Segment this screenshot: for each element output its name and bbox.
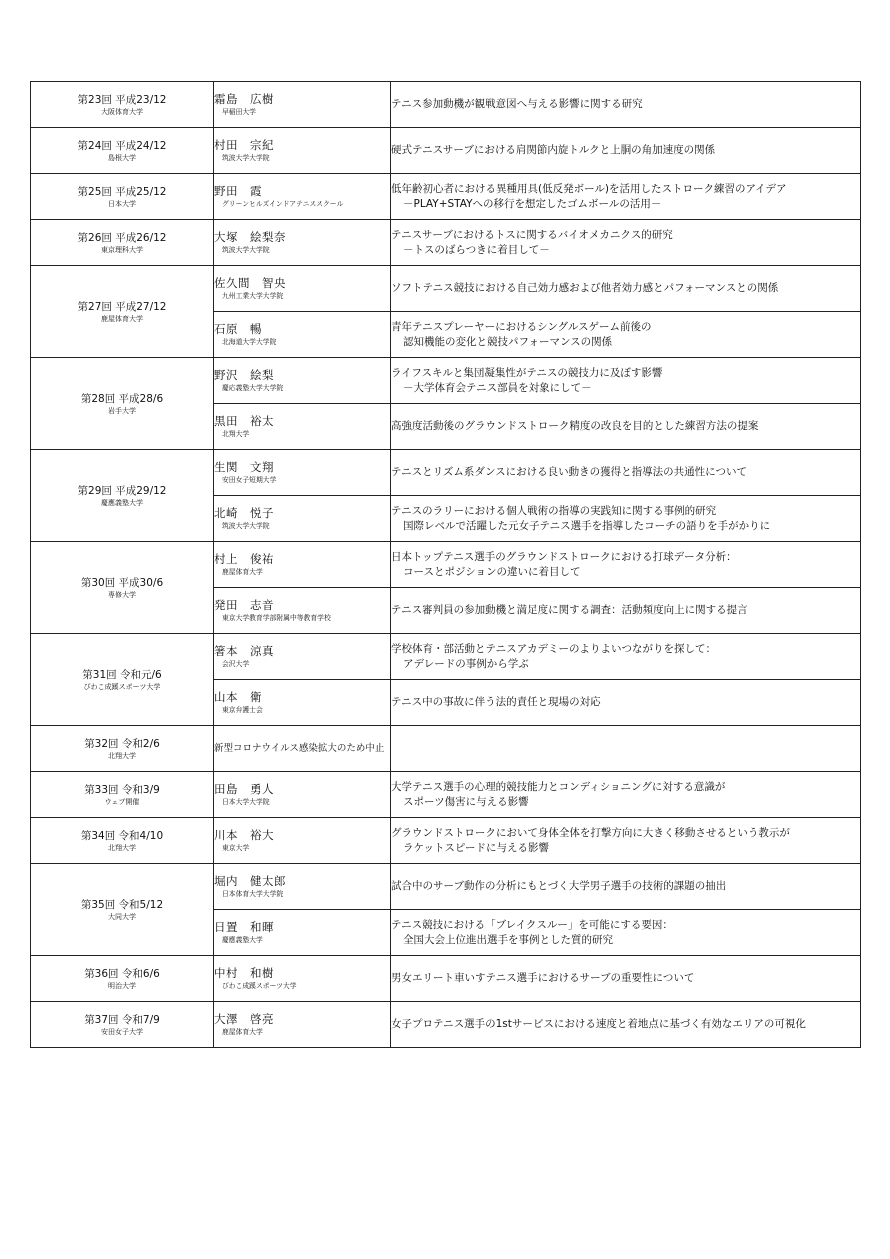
meeting-host: 北翔大学 [108,751,136,760]
presentation-title-cell [391,266,861,312]
presentation-title-cell [391,312,861,358]
presenter-name: 野沢 絵梨 [214,368,274,382]
presentation-title-cell [391,128,861,174]
presenter-cell [214,312,391,358]
presentation-title-line: テニス審判員の参加動機と満足度に関する調査：活動頻度向上に関する提言 [391,604,748,616]
presentation-title-line: ラケットスピードに与える影響 [403,841,549,854]
presenter-cell [214,588,391,634]
meeting-host: 島根大学 [108,153,136,162]
presentation-title-cell [391,864,861,910]
presenter-cell [214,634,391,680]
presenter-name: 黒田 裕太 [214,414,274,428]
presentation-title-line: 青年テニスプレーヤーにおけるシングルスゲーム前後の [391,320,652,333]
meeting-cell [31,220,214,266]
meeting-cell [31,726,214,772]
table-row [31,358,861,404]
meeting-host: びわこ成蹊スポーツ大学 [83,682,161,691]
presenter-cell [214,542,391,588]
presentation-title-line: 硬式テニスサーブにおける肩関節内旋トルクと上胴の角加速度の関係 [391,144,716,156]
table-row [31,772,861,818]
meeting-cell [31,956,214,1002]
presenter-affiliation: グリーンヒルズインドアテニススクール [222,200,344,208]
presenter-name: 大塚 絵梨奈 [214,230,286,244]
presentation-title-line: 高強度活動後のグラウンドストローク精度の改良を目的とした練習方法の提案 [391,420,759,432]
presenter-cell [214,404,391,450]
meeting-title: 第26回 平成26/12 [77,231,167,244]
presenter-name: 日置 和暉 [214,920,274,934]
presenter-name: 発田 志音 [214,598,274,612]
meeting-host: 鹿屋体育大学 [101,314,143,323]
meeting-title: 第23回 平成23/12 [77,93,167,106]
table-row [31,726,861,772]
meeting-title: 第33回 令和3/9 [84,783,160,796]
presentation-title-cell [391,1002,861,1048]
presenter-affiliation: 東京大学教育学部附属中等教育学校 [222,614,331,622]
meeting-title: 第34回 令和4/10 [80,829,164,842]
table-row [31,174,861,220]
meeting-cell [31,1002,214,1048]
presentation-title-line: －トスのばらつきに着目して－ [403,243,550,256]
presenter-name: 田島 勇人 [214,782,274,796]
presenter-cell [214,174,391,220]
meeting-host: 慶應義塾大学 [101,498,143,507]
table-row [31,864,861,910]
table-row [31,634,861,680]
presentation-title-line: テニスサーブにおけるトスに関するバイオメカニクス的研究 [391,228,673,241]
meeting-title: 第37回 令和7/9 [84,1013,160,1026]
meeting-title: 第31回 令和元/6 [82,668,162,681]
presenter-cell [214,680,391,726]
presenter-cell [214,1002,391,1048]
presenter-affiliation: 慶応義塾大学大学院 [222,384,284,392]
presentation-title-line: 女子プロテニス選手の1stサービスにおける速度と着地点に基づく有効なエリアの可視化 [391,1018,806,1030]
presentation-title-line: 全国大会上位進出選手を事例とした質的研究 [403,933,613,946]
presentation-title-cell [391,588,861,634]
meeting-cell [31,128,214,174]
presenter-affiliation: びわこ成蹊スポーツ大学 [222,982,297,990]
presenter-name: 中村 和樹 [214,966,274,980]
presenter-name: 堀内 健太郎 [214,874,286,888]
table-row [31,818,861,864]
presenter-cell [214,266,391,312]
table-row [31,956,861,1002]
presentation-title-line: ソフトテニス競技における自己効力感および他者効力感とパフォーマンスとの関係 [391,282,779,294]
presenter-cell [214,450,391,496]
meeting-title: 第24回 平成24/12 [77,139,167,152]
presentation-title-cell [391,404,861,450]
presenter-cell [214,358,391,404]
presentation-title-cell [391,82,861,128]
presenter-cell [214,220,391,266]
presenter-cell [214,496,391,542]
meeting-cell [31,450,214,542]
meeting-title: 第28回 平成28/6 [80,392,164,405]
meeting-title: 第36回 令和6/6 [84,967,160,980]
meeting-host: 岩手大学 [108,406,136,415]
meeting-title: 第29回 平成29/12 [77,484,167,497]
presenter-cell [214,128,391,174]
presenter-affiliation: 会沢大学 [222,660,250,668]
presentation-title-line: テニス中の事故に伴う法的責任と現場の対応 [391,696,601,708]
presentation-title-cell [391,818,861,864]
presentation-title-line: 国際レベルで活躍した元女子テニス選手を指導したコーチの語りを手がかりに [403,519,771,532]
presentation-title-cell [391,542,861,588]
presentation-title-cell [391,358,861,404]
presenter-affiliation: 鹿屋体育大学 [222,568,263,576]
meeting-host: 大同大学 [108,912,136,921]
presentation-title-cell [391,220,861,266]
meeting-host: 東京理科大学 [101,245,143,254]
presentation-title-line: 日本トップテニス選手のグラウンドストロークにおける打球データ分析： [391,550,737,563]
presentation-title-cell [391,726,861,772]
presentation-title-line: スポーツ傷害に与える影響 [403,795,529,808]
presenter-cell [214,956,391,1002]
presentation-title-line: 試合中のサーブ動作の分析にもとづく大学男子選手の技術的課題の抽出 [391,880,727,892]
meeting-title: 第25回 平成25/12 [77,185,167,198]
presenter-name: 北崎 悦子 [214,506,274,520]
presenter-affiliation: 早稲田大学 [222,108,256,116]
presenter-cell [214,818,391,864]
presenter-name: 大澤 啓亮 [214,1012,274,1026]
meeting-host: 安田女子大学 [101,1027,143,1036]
meeting-host: 明治大学 [108,981,136,990]
presenter-cell [214,864,391,910]
presentation-title-cell [391,634,861,680]
meeting-host: 大阪体育大学 [101,107,143,116]
presentation-title-cell [391,174,861,220]
cancellation-note: 新型コロナウイルス感染拡大のため中止 [214,743,385,754]
presentation-title-line: テニス参加動機が観戦意図へ与える影響に関する研究 [391,98,643,110]
presentation-title-line: テニス競技における「ブレイクスルー」を可能にする要因： [391,918,673,931]
presenter-name: 霜島 広樹 [214,92,274,106]
presenter-name: 川本 裕大 [214,828,274,842]
presentation-title-line: テニスとリズム系ダンスにおける良い動きの獲得と指導法の共通性について [391,466,747,478]
presenter-name: 山本 衛 [214,690,262,704]
presentation-title-line: 認知機能の変化と競技パフォーマンスの関係 [403,335,613,348]
presentation-title-cell [391,450,861,496]
presenter-affiliation: 鹿屋体育大学 [222,1028,263,1036]
meeting-host: ウェブ開催 [104,797,140,806]
meeting-title: 第30回 平成30/6 [80,576,164,589]
presentation-title-cell [391,680,861,726]
meeting-title: 第32回 令和2/6 [84,737,160,750]
presentation-title-line: アデレードの事例から学ぶ [403,657,529,670]
presentation-title-line: 男女エリート車いすテニス選手におけるサーブの重要性について [391,972,695,984]
presenter-name: 箸本 涼真 [214,644,274,658]
presenter-name: 村上 俊祐 [214,552,274,566]
presenter-affiliation: 東京弁護士会 [222,706,263,714]
presenter-affiliation: 筑波大学大学院 [222,522,270,530]
table-row [31,1002,861,1048]
presenter-cell [214,772,391,818]
meeting-cell [31,82,214,128]
presentation-title-line: コースとポジションの違いに着目して [403,565,581,578]
presentation-title-cell [391,772,861,818]
presenter-affiliation: 北海道大学大学院 [222,338,277,346]
presenter-cell [214,726,391,772]
meeting-host: 北翔大学 [108,843,136,852]
presenter-name: 野田 霞 [214,184,262,198]
meeting-cell [31,864,214,956]
presenter-affiliation: 東京大学 [222,844,250,852]
presenter-cell [214,910,391,956]
presenter-affiliation: 筑波大学大学院 [222,154,270,162]
meeting-cell [31,634,214,726]
meeting-cell [31,174,214,220]
presenter-name: 村田 宗紀 [214,138,274,152]
presenter-affiliation: 日本大学大学院 [222,798,270,806]
table-row [31,220,861,266]
meeting-cell [31,772,214,818]
meeting-cell [31,542,214,634]
presenter-name: 佐久間 智央 [214,276,286,290]
table-row [31,542,861,588]
presenter-name: 石原 暢 [214,322,262,336]
presentation-title-cell [391,910,861,956]
presenter-affiliation: 日本体育大学大学院 [222,890,284,898]
presenter-affiliation: 安田女子短期大学 [222,476,277,484]
presentation-title-line: ライフスキルと集団凝集性がテニスの競技力に及ぼす影響 [391,366,663,379]
presentation-title-line: グラウンドストロークにおいて身体全体を打撃方向に大きく移動させるという教示が [391,826,790,839]
table-row [31,82,861,128]
meeting-cell [31,818,214,864]
meeting-title: 第35回 令和5/12 [80,898,164,911]
meeting-host: 日本大学 [108,199,136,208]
table-row [31,266,861,312]
presentation-title-line: －PLAY+STAYへの移行を想定したゴムボールの活用－ [403,197,662,210]
meeting-cell [31,358,214,450]
meeting-cell [31,266,214,358]
presenter-affiliation: 筑波大学大学院 [222,246,270,254]
table-row [31,128,861,174]
presentation-title-line: －大学体育会テニス部員を対象にして－ [403,381,592,394]
presenter-cell [214,82,391,128]
presenter-name: 生関 文翔 [214,460,274,474]
presenter-affiliation: 慶應義塾大学 [222,936,263,944]
award-table [30,81,861,1048]
presentation-title-cell [391,496,861,542]
presenter-affiliation: 九州工業大学大学院 [222,292,284,300]
presenter-affiliation: 北翔大学 [222,430,250,438]
presentation-title-line: 学校体育・部活動とテニスアカデミーのよりよいつながりを探して： [391,642,716,655]
table-row [31,450,861,496]
presentation-title-line: テニスのラリーにおける個人戦術の指導の実践知に関する事例的研究 [391,504,717,517]
award-table-body [31,82,861,1048]
meeting-title: 第27回 平成27/12 [77,300,167,313]
presentation-title-cell [391,956,861,1002]
presentation-title-line: 大学テニス選手の心理的競技能力とコンディショニングに対する意識が [391,780,726,793]
meeting-host: 専修大学 [108,590,136,599]
presentation-title-line: 低年齢初心者における異種用具(低反発ボール)を活用したストローク練習のアイデア [391,182,787,195]
